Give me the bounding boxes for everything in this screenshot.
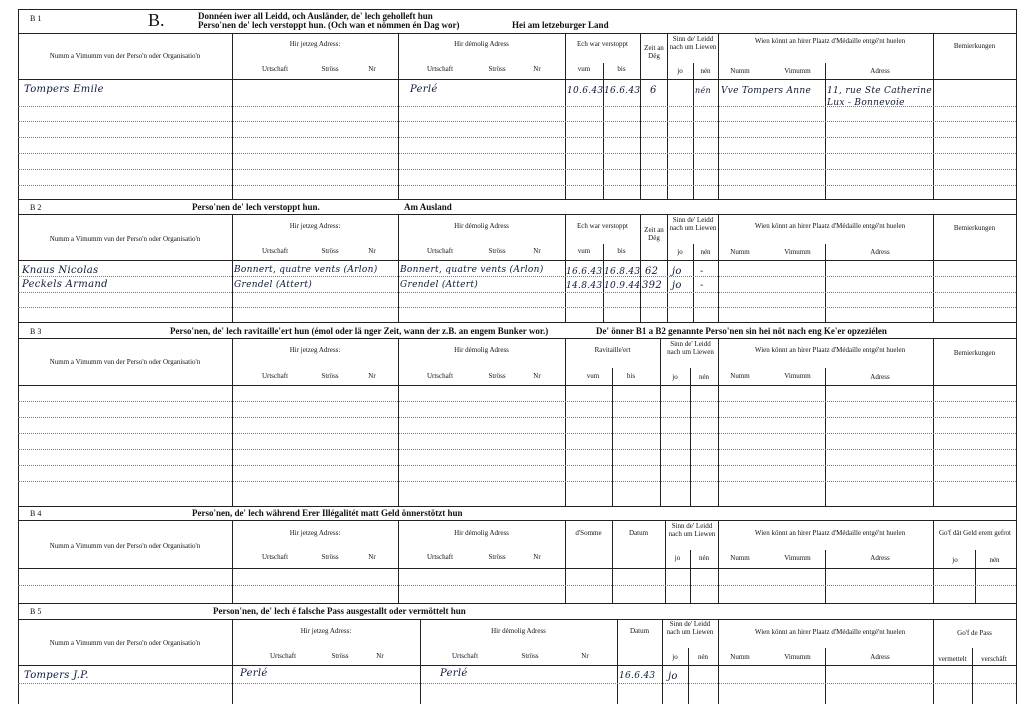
b4-col-current: Hir jetzeg Adress: [289, 529, 341, 537]
b3-vline [690, 368, 691, 506]
b3-sub-vimumm: Vimumm [784, 372, 811, 380]
b4-sub-stross: Ströss [321, 553, 339, 561]
b3-col-name: Numm a Vimumm vun der Perso'n oder Organisatio'n [49, 358, 201, 366]
b3-header-top [18, 338, 1016, 339]
b2-row-line [18, 307, 1016, 308]
b1-sub-adress: Adress [870, 67, 890, 75]
b2-col-former: Hir démolig Adress [454, 222, 509, 230]
b1-col-former: Hir démolig Adress [454, 40, 509, 48]
b4-sub-jo2: jo [952, 556, 958, 564]
b5-sub-adress: Adress [870, 653, 890, 661]
b4-col-geld: Go'f dät Geld erem gefrot [938, 529, 1011, 537]
b2-row1-to: 16.8.43 [604, 267, 641, 277]
b4-sub-jo: jo [674, 554, 681, 562]
b2-title: Perso'nen de' lech verstoppt hun. [192, 202, 320, 212]
b3-title-extra: De' önner B1 a B2 genannte Perso'nen sin hei nöt nach eng Ke'er opzeziélen [596, 326, 887, 336]
b1-section-bottom [18, 199, 1016, 200]
b1-vline [825, 63, 826, 199]
b5-row-current: Perlé [240, 668, 268, 679]
b1-col-current: Hir jetzeg Adress: [289, 40, 341, 48]
b1-vline [603, 63, 604, 199]
b2-col-zeit: Zeit an Dëg [644, 226, 664, 242]
b2-sub-stross: Ströss [488, 247, 506, 255]
b2-section-bottom [18, 322, 1016, 323]
b2-title-extra: Am Ausland [404, 202, 452, 212]
b1-col-name: Numm a Vimumm vun der Perso'n oder Organisatio'n [49, 52, 201, 60]
b5-row-jo: jo [668, 671, 678, 682]
b1-header-bottom [18, 79, 1016, 80]
b4-sub-stross: Ströss [488, 553, 506, 561]
b1-row-line [18, 169, 1016, 170]
b4-sub-adress: Adress [870, 554, 890, 562]
b2-vline [825, 244, 826, 322]
b4-sub-numm: Numm [730, 554, 750, 562]
b2-col-sinn: Sinn de' Leidd nach um Liewen [669, 216, 717, 232]
b3-col-remarks: Bemierkungen [953, 349, 996, 357]
b3-sub-nr: Nr [533, 372, 541, 380]
b2-code: B 2 [30, 203, 42, 212]
frame-top [18, 9, 1016, 10]
b4-vline [718, 520, 719, 603]
b1-title-line1: Donnéen iwer all Leidd, och Ausländer, de' lech geholleft hun [198, 11, 433, 21]
b5-title: Person'nen, de' lech é falsche Pass ausgestallt oder vermöttelt hun [213, 606, 466, 616]
b1-vline [693, 63, 694, 199]
b3-row-line [18, 465, 1016, 466]
b1-row-former: Perlé [410, 84, 438, 95]
b2-row2-to: 10.9.44 [604, 281, 641, 291]
b1-col-sinn: Sinn de' Leidd nach um Liewen [669, 35, 717, 51]
b1-sub-urtschaft: Urtschaft [426, 65, 454, 73]
b1-col-medal: Wien könnt an hirer Plaatz d'Médaille entgé'nt huelen [754, 37, 906, 45]
b4-vline [825, 550, 826, 603]
b1-col-hidden: Ech war verstoppt [577, 40, 628, 48]
b2-sub-jo: jo [677, 248, 683, 256]
b5-sub-stross: Ströss [331, 652, 349, 660]
b2-row2-former: Grendel (Attert) [400, 280, 479, 290]
b4-sub-vimumm: Vimumm [784, 554, 811, 562]
b5-row-line [18, 683, 1016, 684]
frame-left [18, 9, 19, 704]
b3-row-line [18, 417, 1016, 418]
b3-col-sinn: Sinn de' Leidd nach um Liewen [667, 340, 714, 356]
b4-col-medal: Wien könnt an hirer Plaatz d'Médaille entgé'nt huelen [754, 529, 906, 537]
b2-row1-name: Knaus Nicolas [22, 265, 99, 276]
b4-sub-urtschaft: Urtschaft [261, 553, 289, 561]
b4-header-top [18, 520, 1016, 521]
b4-sub-urtschaft: Urtschaft [426, 553, 454, 561]
b5-sub-nen: nén [697, 653, 709, 661]
b5-col-current: Hir jetzeg Adress: [300, 627, 352, 635]
b5-sub-nr: Nr [376, 652, 384, 660]
b4-sub-nen: nén [698, 554, 710, 562]
b2-sub-adress: Adress [870, 248, 890, 256]
b2-col-name: Numm a Vimumm vun der Perso'n oder Organisatio'n [49, 235, 201, 243]
b1-row-name: Tompers Emile [24, 84, 104, 95]
b5-sub-nr: Nr [581, 652, 589, 660]
b1-col-remarks: Bemierkungen [953, 42, 996, 50]
b2-row2-name: Peckels Armand [22, 279, 108, 290]
b3-sub-jo: jo [672, 373, 678, 381]
b1-vline [933, 33, 934, 199]
b3-col-ravit: Ravitaille'ert [594, 346, 631, 354]
b3-col-former: Hir démolig Adress [454, 346, 509, 354]
b4-col-name: Numm a Vimumm vun der Perso'n oder Organisatio'n [49, 542, 201, 550]
b5-sub-numm: Numm [730, 653, 750, 661]
b1-row-from: 10.6.43 [567, 86, 604, 96]
b5-code: B 5 [30, 607, 42, 616]
b2-sub-nr: Nr [368, 247, 376, 255]
b3-sub-bis: bis [626, 372, 636, 380]
b5-header-top [18, 619, 1016, 620]
b2-sub-numm: Numm [730, 248, 750, 256]
b4-col-sinn: Sinn de' Leidd nach um Liewen [668, 522, 716, 538]
b4-sub-nen2: nén [989, 556, 1000, 564]
b2-row2-from: 14.8.43 [566, 281, 603, 291]
b1-vline [398, 33, 399, 199]
b5-header-bottom [18, 665, 1016, 666]
b3-row-line [18, 481, 1016, 482]
b1-sub-stross: Ströss [321, 65, 339, 73]
b5-row-date: 16.6.43 [619, 671, 656, 681]
b3-sub-numm: Numm [730, 372, 750, 380]
b3-sub-adress: Adress [870, 373, 890, 381]
b1-sub-jo: jo [677, 67, 683, 75]
b1-title-line2: Perso'nen de' lech verstoppt hun. (Och wan et nömmen én Dag wor) [198, 20, 460, 30]
b3-sub-urtschaft: Urtschaft [261, 372, 289, 380]
b1-row-nen: nén [695, 86, 711, 95]
b1-sub-nen: nén [700, 67, 711, 75]
b1-row-medal-addr1: 11, rue Ste Catherine [827, 86, 933, 96]
b2-sub-vimumm: Vimumm [784, 248, 811, 256]
b1-sub-nr: Nr [533, 65, 541, 73]
b3-row-line [18, 401, 1016, 402]
b3-col-current: Hir jetzeg Adress: [289, 346, 341, 354]
b2-col-current: Hir jetzeg Adress: [289, 222, 341, 230]
b3-sub-stross: Ströss [321, 372, 339, 380]
b4-sub-nr: Nr [533, 553, 541, 561]
b1-sub-urtschaft: Urtschaft [261, 65, 289, 73]
b2-row-line [18, 292, 1016, 293]
b1-row-medal-name: Vve Tompers Anne [721, 86, 812, 96]
b2-row1-current: Bonnert, quatre vents (Arlon) [234, 265, 378, 275]
b5-sub-versch: verschäft [981, 655, 1007, 663]
b1-row-line [18, 153, 1016, 154]
b1-vline [667, 33, 668, 199]
b2-row2-nen: - [700, 280, 704, 291]
b2-sub-nr: Nr [533, 247, 541, 255]
b2-col-medal: Wien könnt an hirer Plaatz d'Médaille entgé'nt huelen [754, 222, 906, 230]
b4-vline [975, 550, 976, 603]
b3-title: Perso'nen, de' lech ravitaille'ert hun (émol oder lä nger Zeit, wann der z.B. an engem Bunker wor.) [170, 326, 549, 336]
b1-row-days: 6 [650, 85, 657, 96]
b2-sub-stross: Ströss [321, 247, 339, 255]
b1-col-zeit: Zeit an Dëg [644, 44, 664, 60]
b3-header-bottom [18, 385, 1016, 386]
b4-header-bottom [18, 568, 1016, 569]
b4-col-former: Hir démolig Adress [454, 529, 509, 537]
b1-letter: B. [148, 10, 165, 30]
b2-row2-days: 392 [642, 280, 662, 291]
b1-sub-numm: Numm [730, 67, 750, 75]
b5-row-name: Tompers J.P. [24, 670, 89, 681]
b1-vline [565, 33, 566, 199]
b1-sub-vimumm: Vimumm [784, 67, 811, 75]
b3-vline [825, 368, 826, 506]
b4-section-bottom [18, 603, 1016, 604]
b2-vline [398, 214, 399, 322]
b5-sub-stross: Ströss [521, 652, 539, 660]
b2-col-hidden: Ech war verstoppt [577, 222, 628, 230]
b4-code: B 4 [30, 509, 42, 518]
b3-row-line [18, 449, 1016, 450]
b5-col-medal: Wien könnt an hirer Plaatz d'Médaille entgé'nt huelen [754, 628, 906, 636]
b3-code: B 3 [30, 327, 42, 336]
b2-row2-current: Grendel (Attert) [234, 280, 313, 290]
b1-vline [232, 33, 233, 199]
b4-row-line [18, 585, 1016, 586]
b1-row-to: 16.6.43 [604, 86, 641, 96]
b1-code: B 1 [30, 14, 42, 23]
b2-vline [232, 214, 233, 322]
b2-col-remarks: Bemierkungen [953, 224, 996, 232]
b5-col-pass: Go'f de Pass [957, 629, 992, 637]
b2-header-bottom [18, 260, 1016, 261]
frame-right [1016, 9, 1017, 704]
b1-vline [718, 33, 719, 199]
b3-sub-urtschaft: Urtschaft [426, 372, 454, 380]
b3-vline [612, 368, 613, 506]
b5-row-former: Perlé [440, 668, 468, 679]
b3-sub-stross: Ströss [488, 372, 506, 380]
b5-sub-verm: vermettelt [938, 655, 967, 663]
b4-sub-nr: Nr [368, 553, 376, 561]
b3-col-medal: Wien könnt an hirer Plaatz d'Médaille entgé'nt huelen [754, 346, 906, 354]
b4-col-somme: d'Somme [575, 529, 602, 537]
b2-vline [718, 214, 719, 322]
b1-row-line [18, 121, 1016, 122]
b1-sub-stross: Ströss [488, 65, 506, 73]
b3-sub-nr: Nr [368, 372, 376, 380]
b5-col-former: Hir démolig Adress [491, 627, 546, 635]
b3-sub-vum: vum [586, 372, 600, 380]
b4-title: Perso'nen, de' lech während Erer Illégalitét matt Geld önnerstötzt hun [192, 508, 463, 518]
b1-sub-bis: bis [617, 65, 626, 73]
b2-row1-days: 62 [645, 266, 659, 277]
b2-row1-from: 16.6.43 [566, 267, 603, 277]
b5-col-datum: Datum [629, 627, 650, 635]
b5-sub-urtschaft: Urtschaft [269, 652, 297, 660]
b2-row1-former: Bonnert, quatre vents (Arlon) [400, 265, 544, 275]
b1-header-top [18, 33, 1016, 34]
b3-section-bottom [18, 506, 1016, 507]
b5-sub-jo: jo [672, 653, 678, 661]
b2-sub-urtschaft: Urtschaft [426, 247, 454, 255]
b2-row1-jo: jo [672, 266, 682, 277]
b2-sub-bis: bis [617, 247, 626, 255]
b1-row-line [18, 185, 1016, 186]
b1-title-extra: Hei am letzeburger Land [512, 20, 609, 30]
b5-sub-vimumm: Vimumm [784, 653, 811, 661]
b4-col-datum: Datum [628, 529, 649, 537]
b2-row2-jo: jo [672, 280, 682, 291]
b1-row-line [18, 137, 1016, 138]
b5-col-sinn: Sinn de' Leidd nach um Liewen [666, 620, 714, 636]
b2-sub-nen: nén [700, 248, 711, 256]
b1-row-medal-addr2: Lux - Bonnevoie [827, 98, 905, 108]
b5-vline [662, 619, 663, 704]
b1-sub-nr: Nr [368, 65, 376, 73]
b1-sub-vum: vum [577, 65, 591, 73]
b2-sub-vum: vum [577, 247, 591, 255]
b2-header-top [18, 214, 1016, 215]
b2-sub-urtschaft: Urtschaft [261, 247, 289, 255]
b3-row-line [18, 433, 1016, 434]
b3-sub-nen: nén [698, 373, 710, 381]
b4-vline [933, 520, 934, 603]
b5-sub-urtschaft: Urtschaft [451, 652, 479, 660]
b2-row-line [18, 276, 1016, 277]
b2-row1-nen: - [700, 266, 704, 277]
b5-col-name: Numm a Vimumm vun der Perso'n oder Organisatio'n [49, 639, 201, 647]
b5-vline [718, 619, 719, 704]
b5-vline [825, 648, 826, 704]
